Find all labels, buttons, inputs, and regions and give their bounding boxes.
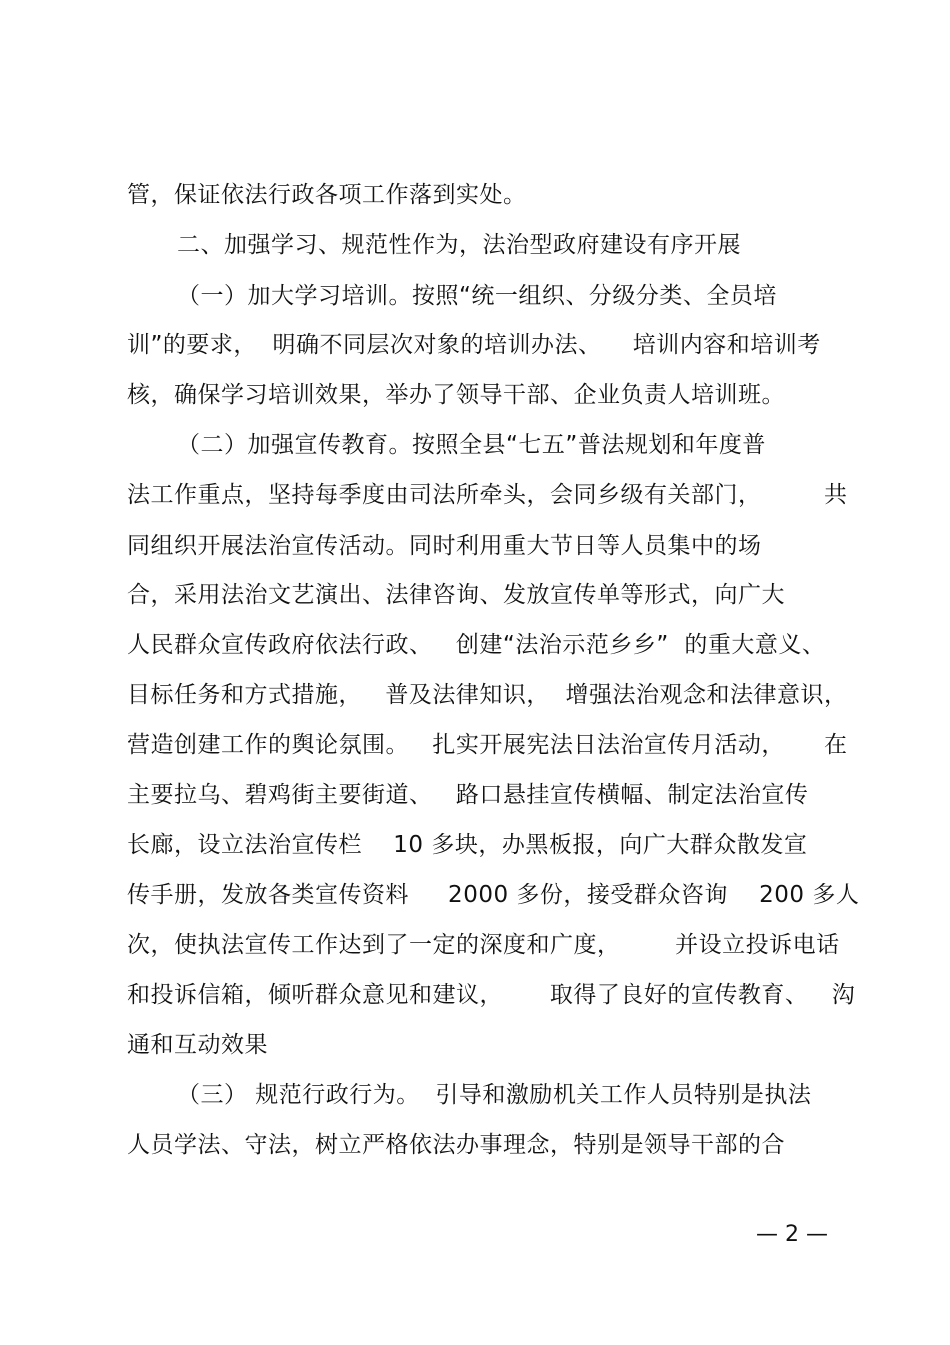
paragraph-line: 和投诉信箱，倾听群众意见和建议， 取得了良好的宣传教育、 沟 bbox=[127, 982, 856, 1008]
paragraph-line: 次，使执法宣传工作达到了一定的深度和广度， 并设立投诉电话 bbox=[127, 932, 840, 958]
paragraph-line: 人民群众宣传政府依法行政、 创建“法治示范乡乡” 的重大意义、 bbox=[127, 632, 826, 658]
paragraph-line: 管，保证依法行政各项工作落到实处。 bbox=[127, 182, 527, 208]
paragraph-line: 营造创建工作的舆论氛围。 扎实开展宪法日法治宣传月活动， 在 bbox=[127, 732, 848, 758]
paragraph-line: 法工作重点，坚持每季度由司法所牵头，会同乡级有关部门， 共 bbox=[127, 482, 848, 508]
paragraph-line: 长廊，设立法治宣传栏 10 多块，办黑板报，向广大群众散发宣 bbox=[127, 832, 808, 858]
paragraph-line: 核，确保学习培训效果，举办了领导干部、企业负责人培训班。 bbox=[127, 382, 785, 408]
paragraph-line: 传手册，发放各类宣传资料 2000 多份，接受群众咨询 200 多人 bbox=[127, 882, 860, 908]
paragraph-line: （三） 规范行政行为。 引导和激励机关工作人员特别是执法 bbox=[177, 1082, 812, 1108]
paragraph-line: 人员学法、守法，树立严格依法办事理念，特别是领导干部的合 bbox=[127, 1132, 785, 1158]
section-heading: 二、加强学习、规范性作为，法治型政府建设有序开展 bbox=[177, 232, 741, 258]
page-number: — 2 — bbox=[756, 1222, 828, 1247]
paragraph-line: 合，采用法治文艺演出、法律咨询、发放宣传单等形式，向广大 bbox=[127, 582, 785, 608]
paragraph-line: 通和互动效果 bbox=[127, 1032, 268, 1058]
paragraph-line: （二）加强宣传教育。按照全县“七五”普法规划和年度普 bbox=[177, 432, 766, 458]
paragraph-line: 同组织开展法治宣传活动。同时利用重大节日等人员集中的场 bbox=[127, 533, 762, 559]
paragraph-line: （一）加大学习培训。按照“统一组织、分级分类、全员培 bbox=[177, 283, 777, 309]
paragraph-line: 主要拉乌、碧鸡街主要街道、 路口悬挂宣传横幅、制定法治宣传 bbox=[127, 782, 809, 808]
paragraph-line: 目标任务和方式措施， 普及法律知识， 增强法治观念和法律意识， bbox=[127, 682, 848, 708]
paragraph-line: 训”的要求， 明确不同层次对象的培训办法、 培训内容和培训考 bbox=[127, 332, 821, 358]
